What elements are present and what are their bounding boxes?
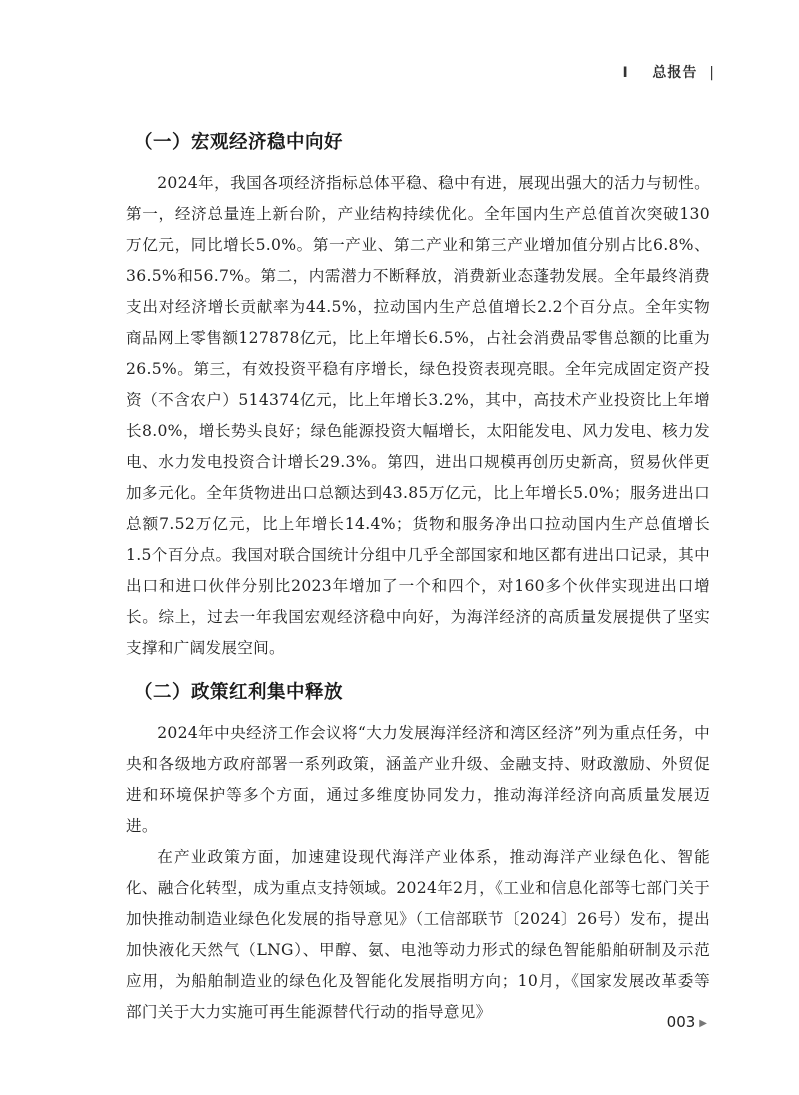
page-number-text: 003 [666, 1013, 696, 1031]
page-number [667, 1013, 707, 1031]
paragraph-policy-intro: 2024年中央经济工作会议将“大力发展海洋经济和湾区经济”列为重点任务，中央和各级地方政府部署一系列政策，涵盖产业升级、金融支持、财政激励、外贸促进和环境保护等多个方面，通过多维度协同发力，推动海洋经济向高质量发展迈进。 [126, 724, 710, 835]
paragraph-macro-economy: 2024年，我国各项经济指标总体平稳、稳中有进，展现出强大的活力与韧性。第一，经济总量连上新台阶，产业结构持续优化。全年国内生产总值首次突破130万亿元，同比增长5.0%。第一产业、第二产业和第三产业增加值分别占比6.8%、36.5%和56.7%。第二，内需潜力不断释放，消费新业态蓬勃发展。全年最终消费支出对经济增长贡献率为44.5%，拉动国内生产总值增长2.2个百分点。全年实物商品网上零售额127878亿元，比上年增长6.5%，占社会消费品零售总额的比重为26.5%。第三，有效投资平稳有序增长，绿色投资表现亮眼。全年完成固定资产投资（不含农户）514374亿元，比上年增长3.2%，其中，高技术产业投资比上年增长8.0%，增长势头良好；绿色能源投资大幅增长，太阳能发电、风力发电、核力发电、水力发电投资合计增长29.3%。第四，进出口规模再创历史新高，贸易伙伴更加多元化。全年货物进出口总额达到43.85万亿元，比上年增长5.0%；服务进出口总额7.52万亿元，比上年增长14.4%；货物和服务净出口拉动国内生产总值增长1.5个百分点。我国对联合国统计分组中几乎全部国家和地区都有进出口记录，其中出口和进口伙伴分别比2023年增加了一个和四个，对160多个伙伴实现进出口增长。综上，过去一年我国宏观经济稳中向好，为海洋经济的高质量发展提供了坚实支撑和广阔发展空间。 [126, 174, 710, 657]
section-heading-macro-economy: （一）宏观经济稳中向好 [134, 132, 344, 153]
header-divider: | [709, 65, 715, 81]
chapter-title: 总报告 [652, 65, 698, 81]
page-body [126, 128, 710, 1028]
chapter-numeral: I [622, 65, 629, 81]
page-marker-icon: ▶ [699, 1018, 707, 1029]
paragraph-industrial-policy: 在产业政策方面，加速建设现代海洋产业体系，推动海洋产业绿色化、智能化、融合化转型，成为重点支持领域。2024年2月，《工业和信息化部等七部门关于加快推动制造业绿色化发展的指导意见》（工信部联节〔2024〕26号）发布，提出加快液化天然气（LNG）、甲醇、氨、电池等动力形式的绿色智能船舶研制及示范应用，为船舶制造业的绿色化及智能化发展指明方向；10月，《国家发展改革委等部门关于大力实施可再生能源替代行动的指导意见》 [126, 848, 710, 1021]
running-header [622, 62, 721, 82]
section-heading-policy-dividends: （二）政策红利集中释放 [134, 682, 344, 703]
